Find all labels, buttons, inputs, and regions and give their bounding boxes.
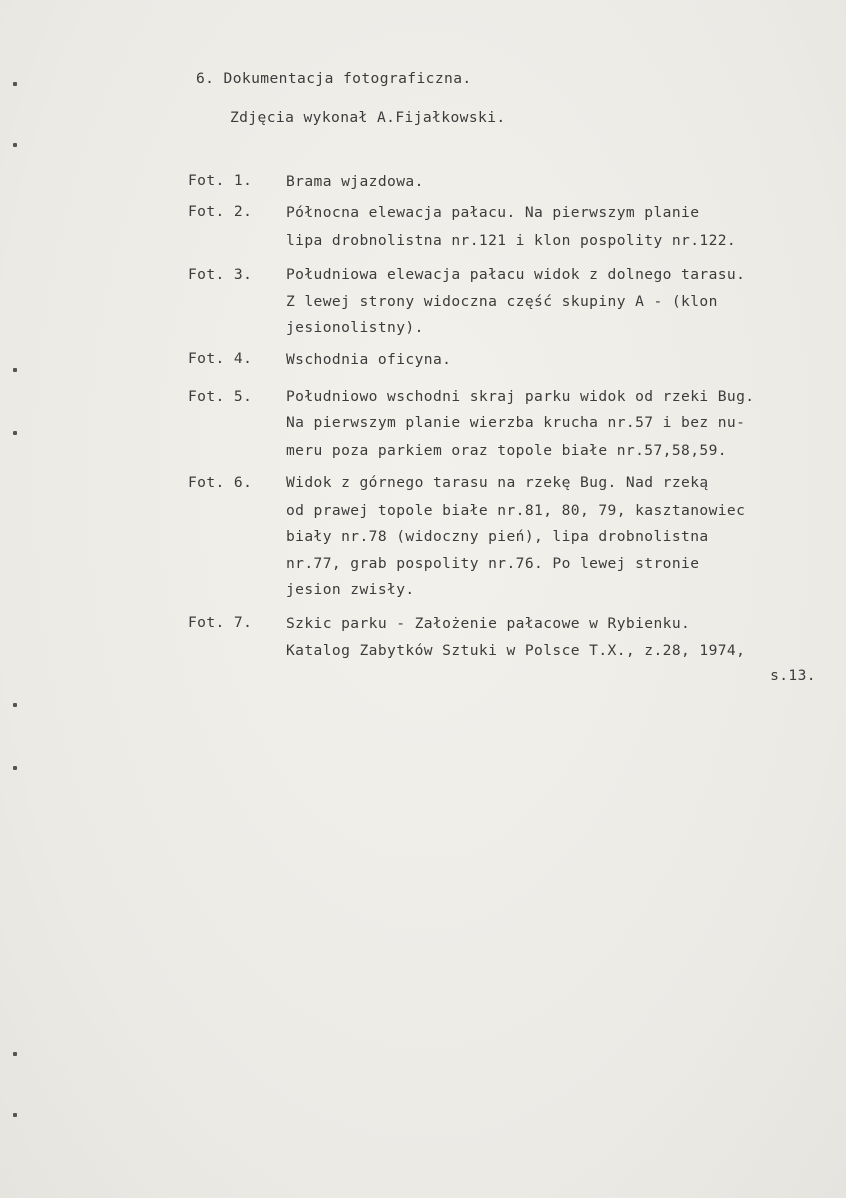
margin-mark [13, 766, 17, 770]
section-heading: 6. Dokumentacja fotograficzna. [196, 70, 472, 87]
margin-mark [13, 143, 17, 147]
photo-label: Fot. 2. [188, 203, 253, 220]
photo-caption-line: biały nr.78 (widoczny pień), lipa drobnolistna [286, 528, 709, 545]
photo-caption-line: Południowa elewacja pałacu widok z dolnego tarasu. [286, 266, 746, 283]
photo-caption-line: jesion zwisły. [286, 581, 415, 598]
margin-mark [13, 1052, 17, 1056]
photo-label: Fot. 6. [188, 474, 253, 491]
photo-label: Fot. 1. [188, 172, 253, 189]
photo-caption-line: jesionolistny). [286, 319, 424, 336]
photo-caption-line: nr.77, grab pospolity nr.76. Po lewej stronie [286, 555, 700, 572]
photo-label: Fot. 5. [188, 388, 253, 405]
margin-mark [13, 703, 17, 707]
photo-caption-line: Brama wjazdowa. [286, 173, 424, 190]
photo-caption-line: Z lewej strony widoczna część skupiny A - (klon [286, 293, 718, 310]
margin-mark [13, 1113, 17, 1117]
photo-caption-line: Katalog Zabytków Sztuki w Polsce T.X., z.28, 1974, [286, 642, 746, 659]
margin-mark [13, 82, 17, 86]
photo-label: Fot. 7. [188, 614, 253, 631]
photo-caption-line: s.13. [770, 667, 816, 684]
photo-caption-line: Wschodnia oficyna. [286, 351, 452, 368]
margin-mark [13, 431, 17, 435]
photo-label: Fot. 4. [188, 350, 253, 367]
photo-caption-line: Północna elewacja pałacu. Na pierwszym planie [286, 204, 700, 221]
photo-caption-line: Szkic parku - Założenie pałacowe w Rybienku. [286, 615, 691, 632]
photo-label: Fot. 3. [188, 266, 253, 283]
photo-caption-line: lipa drobnolistna nr.121 i klon pospolity nr.122. [286, 232, 737, 249]
photo-caption-line: od prawej topole białe nr.81, 80, 79, kasztanowiec [286, 502, 746, 519]
photo-caption-line: Południowo wschodni skraj parku widok od rzeki Bug. [286, 388, 755, 405]
photo-credit: Zdjęcia wykonał A.Fijałkowski. [230, 109, 506, 126]
margin-mark [13, 368, 17, 372]
photo-caption-line: Na pierwszym planie wierzba krucha nr.57 i bez nu- [286, 414, 746, 431]
photo-caption-line: meru poza parkiem oraz topole białe nr.57,58,59. [286, 442, 727, 459]
photo-caption-line: Widok z górnego tarasu na rzekę Bug. Nad rzeką [286, 474, 709, 491]
